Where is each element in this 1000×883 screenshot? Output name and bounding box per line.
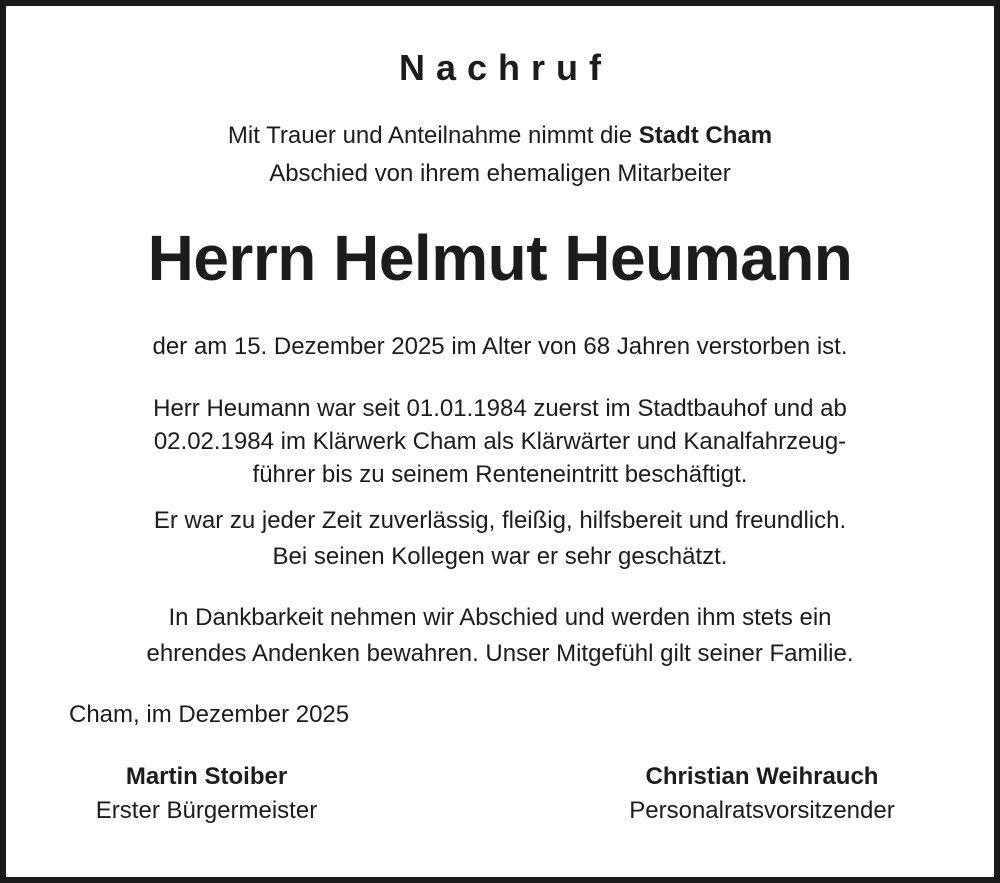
career-line-5: Bei seinen Kollegen war er sehr geschätzt. [272,543,728,570]
signatory-role: Erster Bürgermeister [95,797,318,824]
career-line-4: Er war zu jeder Zeit zuverlässig, fleißig, hilfsbereit und freundlich. [153,507,847,534]
death-line: der am 15. Dezember 2025 im Alter von 68 Jahren verstorben ist. [152,333,848,360]
career-line-3: führer bis zu seinem Renteneintritt beschäftigt. [252,461,748,488]
intro-line-2: Abschied von ihrem ehemaligen Mitarbeiter [269,160,731,187]
intro-text: Mit Trauer und Anteilnahme nimmt die [227,122,639,149]
closing-line-1: In Dankbarkeit nehmen wir Abschied und werden ihm stets ein [168,604,832,631]
career-line-1: Herr Heumann war seit 01.01.1984 zuerst im Stadtbauhof und ab [153,395,847,422]
notice-heading: Nachruf [398,47,613,88]
employer-name: Stadt Cham [638,122,773,149]
signatory-role: Personalratsvorsitzender [629,797,895,824]
place-date: Cham, im Dezember 2025 [69,701,350,728]
signatory-right [592,762,932,826]
intro-line-1 [6,121,994,151]
signatory-name: Martin Stoiber [125,763,288,790]
closing-line-2: ehrendes Andenken bewahren. Unser Mitgefühl gilt seiner Familie. [146,640,854,667]
career-line-2: 02.02.1984 im Klärwerk Cham als Klärwärter und Kanalfahrzeug- [153,428,847,455]
signatory-name: Christian Weihrauch [645,763,879,790]
signatory-left [69,762,344,826]
deceased-name: Herrn Helmut Heumann [147,222,853,294]
